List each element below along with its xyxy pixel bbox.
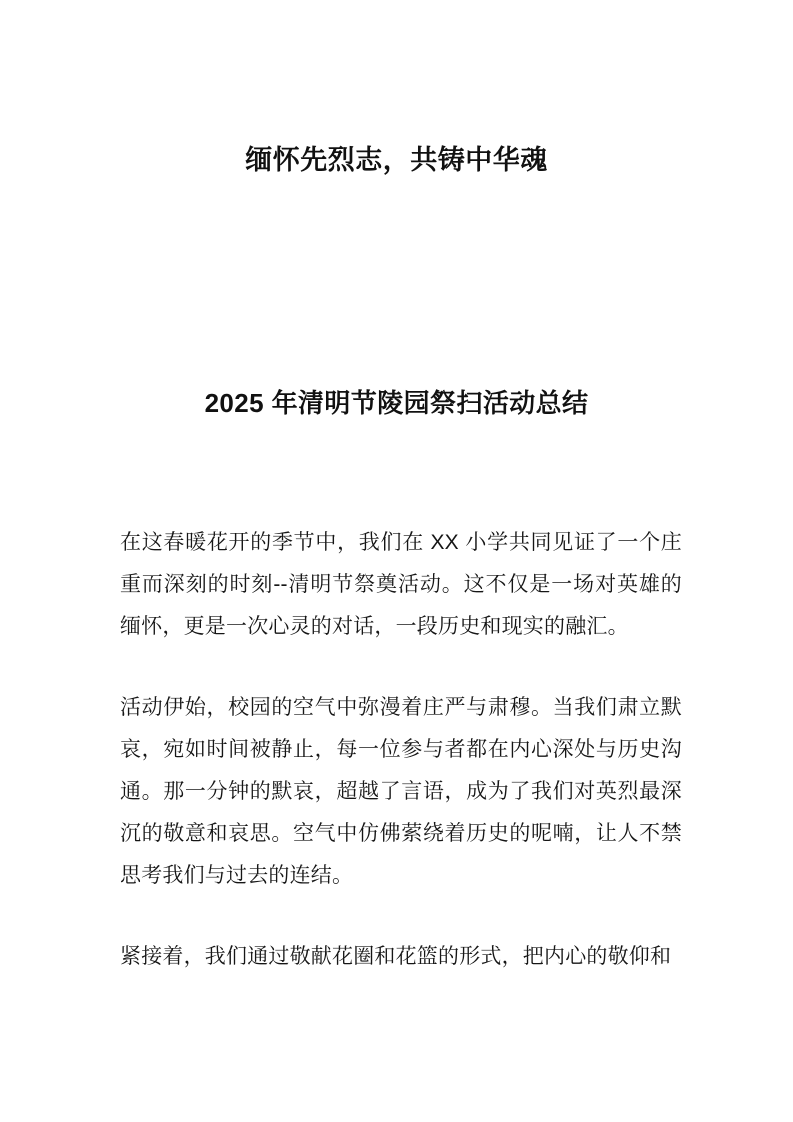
body-paragraph-2: 活动伊始，校园的空气中弥漫着庄严与肃穆。当我们肃立默哀，宛如时间被静止，每一位参与者都在内心深处与历史沟通。那一分钟的默哀，超越了言语，成为了我们对英烈最深沉的敬意和哀思。空气中仿佛萦绕着历史的呢喃，让人不禁思考我们与过去的连结。 bbox=[120, 696, 682, 887]
page-title: 缅怀先烈志，共铸中华魂 bbox=[245, 145, 548, 176]
body-paragraph-3: 紧接着，我们通过敬献花圈和花篮的形式，把内心的敬仰和 bbox=[120, 945, 672, 968]
body-text-block bbox=[120, 522, 682, 978]
document-subtitle: 2025 年清明节陵园祭扫活动总结 bbox=[204, 387, 589, 418]
body-paragraph-1: 在这春暖花开的季节中，我们在 XX 小学共同见证了一个庄重而深刻的时刻--清明节祭奠活动。这不仅是一场对英雄的缅怀，更是一次心灵的对话，一段历史和现实的融汇。 bbox=[120, 531, 682, 638]
